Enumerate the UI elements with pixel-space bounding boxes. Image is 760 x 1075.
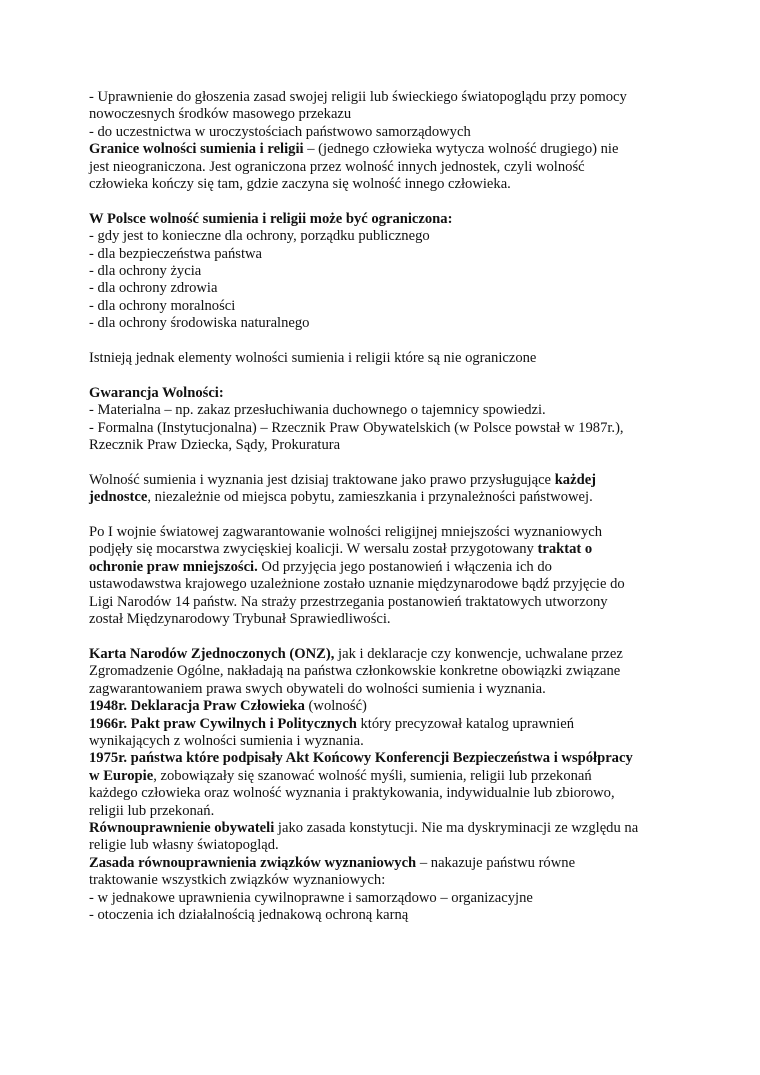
text-line: Zgromadzenie Ogólne, nakładają na państwa członkowskie konkretne obowiązki związane bbox=[89, 663, 621, 680]
document-page bbox=[89, 89, 689, 924]
text-line: Rzecznik Praw Dziecka, Sądy, Prokuratura bbox=[89, 437, 341, 454]
list-item: - dla ochrony moralności bbox=[89, 297, 236, 314]
text-line: religii lub przekonań. bbox=[89, 802, 215, 819]
section-heading: Gwarancja Wolności: bbox=[89, 384, 224, 401]
text-line: Karta Narodów Zjednoczonych (ONZ), jak i deklaracje czy konwencje, uchwalane przez bbox=[89, 645, 623, 662]
un-section bbox=[89, 646, 689, 820]
limits-heading: Granice wolności sumienia i religii bbox=[89, 141, 304, 158]
equality-paragraph bbox=[89, 820, 689, 855]
text-line: zagwarantowaniem prawa swych obywateli do wolności sumienia i wyznania. bbox=[89, 680, 546, 697]
text-line: 1948r. Deklaracja Praw Człowieka (wolność) bbox=[89, 698, 367, 715]
paragraph-gap bbox=[89, 629, 689, 646]
text-line: ustawodawstwa krajowego uzależnione zostało uznanie międzynarodowe bądź przyjęcie do bbox=[89, 576, 625, 593]
paragraph-gap bbox=[89, 507, 689, 524]
unlimited-note: Istnieją jednak elementy wolności sumienia i religii które są nie ograniczone bbox=[89, 350, 537, 367]
list-item: - dla ochrony środowiska naturalnego bbox=[89, 315, 310, 332]
text-line: nowoczesnych środków masowego przekazu bbox=[89, 106, 352, 123]
list-item: - dla ochrony życia bbox=[89, 263, 202, 280]
paragraph-gap bbox=[89, 367, 689, 384]
list-item: - w jednakowe uprawnienia cywilnoprawne i samorządowo – organizacyjne bbox=[89, 889, 533, 906]
rights-list bbox=[89, 89, 689, 141]
text-line: Ligi Narodów 14 państw. Na straży przestrzegania postanowień traktatowych utworzony bbox=[89, 593, 608, 610]
universal-paragraph bbox=[89, 472, 689, 507]
treaty-paragraph bbox=[89, 524, 689, 628]
text-line: religie lub własny światopogląd. bbox=[89, 837, 279, 854]
guarantee-section bbox=[89, 385, 689, 455]
text-line: - Uprawnienie do głoszenia zasad swojej religii lub świeckiego światopoglądu przy pomocy bbox=[89, 89, 627, 105]
list-item: - gdy jest to konieczne dla ochrony, porządku publicznego bbox=[89, 228, 430, 245]
paragraph-gap bbox=[89, 193, 689, 210]
text-line: podjęły się mocarstwa zwycięskiej koalicji. W wersalu został przygotowany traktat o bbox=[89, 541, 593, 558]
list-item: - dla bezpieczeństwa państwa bbox=[89, 245, 263, 262]
text-line: 1975r. państwa które podpisały Akt Końcowy Konferencji Bezpieczeństwa i współpracy bbox=[89, 750, 633, 767]
list-item: - otoczenia ich działalnością jednakową ochroną karną bbox=[89, 907, 409, 923]
text-line: Równouprawnienie obywateli jako zasada konstytucji. Nie ma dyskryminacji ze względu na bbox=[89, 819, 639, 836]
text-line: wynikających z wolności sumienia i wyznania. bbox=[89, 732, 364, 749]
list-item: - dla ochrony zdrowia bbox=[89, 280, 218, 297]
text-line: został Międzynarodowy Trybunał Sprawiedliwości. bbox=[89, 611, 391, 628]
text-line: 1966r. Pakt praw Cywilnych i Politycznych który precyzował katalog uprawnień bbox=[89, 715, 575, 732]
text-line: Wolność sumienia i wyznania jest dzisiaj traktowane jako prawo przysługujące każdej bbox=[89, 471, 597, 488]
text-line: ochronie praw mniejszości. Od przyjęcia jego postanowień i włączenia ich do bbox=[89, 558, 552, 575]
list-item: - Formalna (Instytucjonalna) – Rzecznik Praw Obywatelskich (w Polsce powstał w 1987r.), bbox=[89, 419, 624, 436]
text-line: jest nieograniczona. Jest ograniczona przez wolność innych jednostek, czyli wolność bbox=[89, 158, 585, 175]
text-line: Granice wolności sumienia i religii – (jednego człowieka wytycza wolność drugiego) nie bbox=[89, 141, 619, 158]
text-line: Zasada równouprawnienia związków wyznaniowych – nakazuje państwu równe bbox=[89, 854, 576, 871]
paragraph-gap bbox=[89, 333, 689, 350]
text-line: człowieka kończy się tam, gdzie zaczyna się wolność innego człowieka. bbox=[89, 176, 511, 193]
limits-paragraph bbox=[89, 141, 689, 193]
section-heading: W Polsce wolność sumienia i religii może być ograniczona: bbox=[89, 210, 453, 227]
associations-paragraph bbox=[89, 855, 689, 925]
text-line: każdego człowieka oraz wolność wyznania i praktykowania, indywidualnie lub zbiorowo, bbox=[89, 785, 615, 802]
paragraph-gap bbox=[89, 454, 689, 471]
text-line: jednostce, niezależnie od miejsca pobytu, zamieszkania i przynależności państwowej. bbox=[89, 489, 593, 506]
text-line: w Europie, zobowiązały się szanować wolność myśli, sumienia, religii lub przekonań bbox=[89, 767, 592, 784]
poland-limits-section bbox=[89, 211, 689, 333]
list-item: - Materialna – np. zakaz przesłuchiwania duchownego o tajemnicy spowiedzi. bbox=[89, 402, 546, 419]
text-line: traktowanie wszystkich związków wyznaniowych: bbox=[89, 872, 386, 889]
text-line: Po I wojnie światowej zagwarantowanie wolności religijnej mniejszości wyznaniowych bbox=[89, 524, 603, 541]
text-line: - do uczestnictwa w uroczystościach państwowo samorządowych bbox=[89, 123, 471, 140]
